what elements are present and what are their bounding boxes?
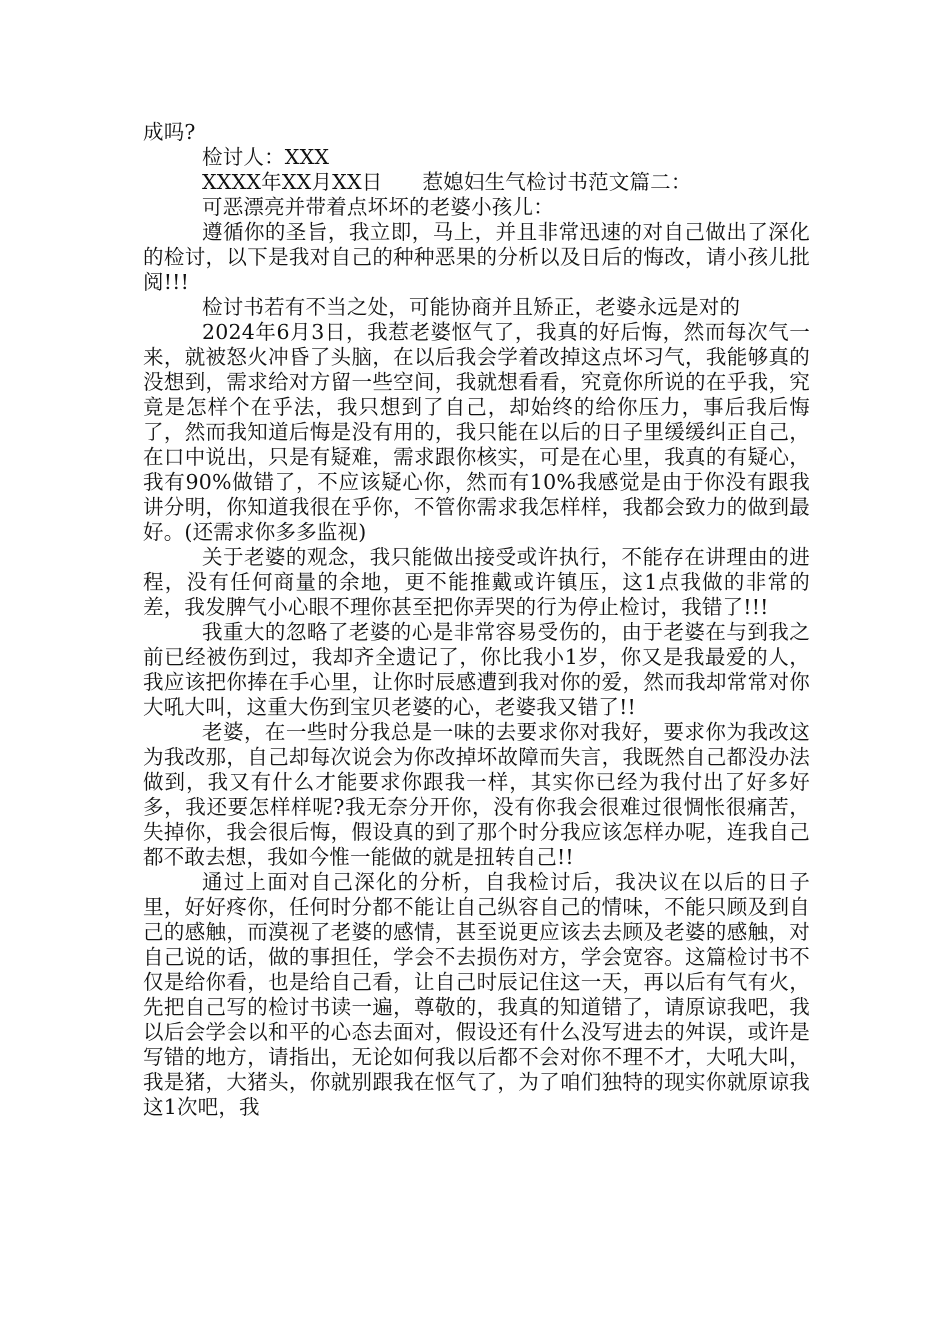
section-title: 惹媳妇生气检讨书范文篇二： xyxy=(422,170,692,194)
paragraph-7: 通过上面对自己深化的分析，自我检讨后，我决议在以后的日子里，好好疼你，任何时分都不能让自己纵容自己的情味，不能只顾及到自己的感触，而漠视了老婆的感情，甚至说更应该去去顾及老婆的感触，对自己说的话，做的事担任，学会不去损伤对方，学会宽容。这篇检讨书不仅是给你看，也是给自己看，让自己时辰记住这一天，再以后有气有火，先把自己写的检讨书读一遍，尊敬的，我真的知道错了，请原谅我吧，我以后会学会以和平的心态去面对，假设还有什么没写进去的舛误，或许是写错的地方，请指出，无论如何我以后都不会对你不理不才，大吼大叫，我是猪，大猪头，你就别跟我在怄气了，为了咱们独特的现实你就原谅我这1次吧，我 xyxy=(143,870,810,1119)
opening-line: 成吗? xyxy=(143,120,196,144)
salutation: 可恶漂亮并带着点坏坏的老婆小孩儿： xyxy=(202,195,554,219)
document-page xyxy=(143,120,810,1120)
paragraph-6: 老婆，在一些时分我总是一味的去要求你对我好，要求你为我改这为我改那，自己却每次说会为你改掉坏故障而失言，我既然自己都没办法做到，我又有什么才能要求你跟我一样，其实你已经为我付出了好多好多，我还要怎样样呢?我无奈分开你，没有你我会很难过很惆怅很痛苦，失掉你，我会很后悔，假设真的到了那个时分我应该怎样办呢，连我自己都不敢去想，我如今惟一能做的就是扭转自己!! xyxy=(143,720,810,869)
paragraph-4: 关于老婆的观念，我只能做出接受或许执行，不能存在讲理由的进程，没有任何商量的余地，更不能推戴或许镇压，这1点我做的非常的差，我发脾气小心眼不理你甚至把你弄哭的行为停止检讨，我错了!!! xyxy=(143,545,810,619)
paragraph-1: 遵循你的圣旨，我立即，马上，并且非常迅速的对自己做出了深化的检讨，以下是我对自己的种种恶果的分析以及日后的悔改，请小孩儿批阅!!! xyxy=(143,220,810,294)
paragraph-2: 检讨书若有不当之处，可能协商并且矫正，老婆永远是对的 xyxy=(202,295,741,319)
date-and-title-line xyxy=(143,170,810,195)
date-line: XXXX年XX月XX日 xyxy=(202,170,383,194)
paragraph-3: 2024年6月3日，我惹老婆怄气了，我真的好后悔，然而每次气一来，就被怒火冲昏了头脑，在以后我会学着改掉这点坏习气，我能够真的没想到，需求给对方留一些空间，我就想看看，究竟你所说的在乎我，究竟是怎样个在乎法，我只想到了自己，却始终的给你压力，事后我后悔了，然而我知道后悔是没有用的，我只能在以后的日子里缓缓纠正自己，在口中说出，只是有疑难，需求跟你核实，可是在心里，我真的有疑心，我有90%做错了，不应该疑心你，然而有10%我感觉是由于你没有跟我讲分明，你知道我很在乎你，不管你需求我怎样样，我都会致力的做到最好。(还需求你多多监视) xyxy=(143,320,810,544)
paragraph-5: 我重大的忽略了老婆的心是非常容易受伤的，由于老婆在与到我之前已经被伤到过，我却齐全遗记了，你比我小1岁，你又是我最爱的人，我应该把你捧在手心里，让你时辰感遭到我对你的爱，然而我却常常对你大吼大叫，这重大伤到宝贝老婆的心，老婆我又错了!! xyxy=(143,620,810,719)
signature-label: 检讨人：XXX xyxy=(202,145,330,169)
